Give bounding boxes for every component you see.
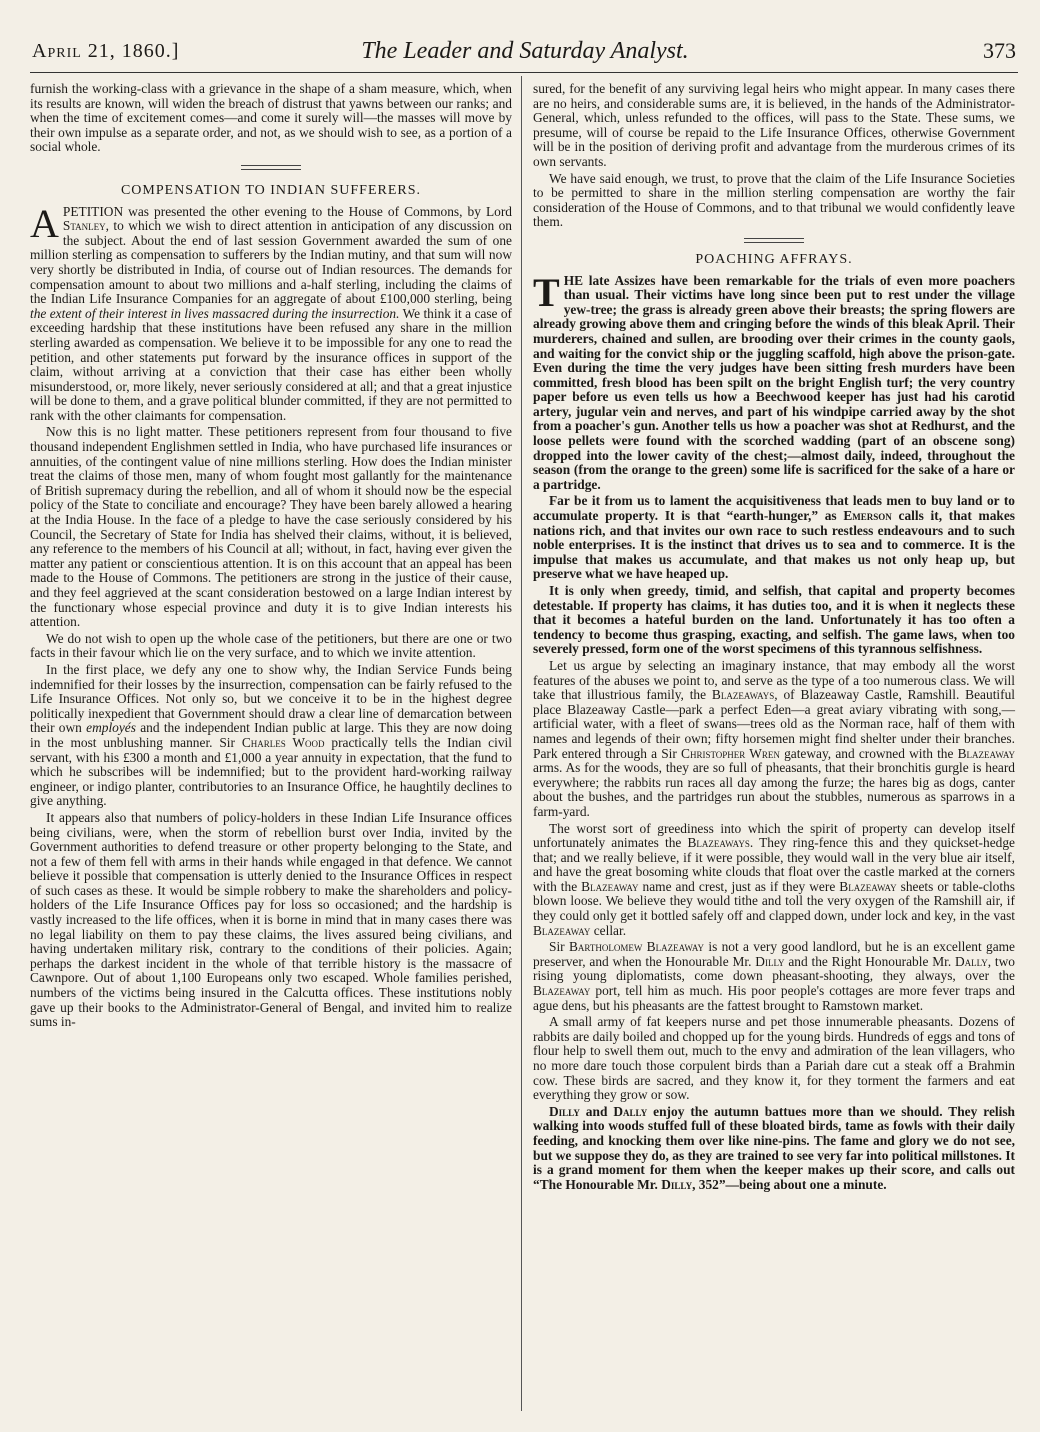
- poaching-paragraph-8: Dilly and Dally enjoy the autumn battues more than we should. They relish walking into woods stuffed full of these bloated birds, tame as fowls with their daily feeding, and knocking them over like nine-pins. The fame and glory we do not see, but we suppose they do, as they are trained to see very far into political millstones. It is a grand moment for them when the keeper makes up their score, and calls out “The Honourable Mr. Dilly, 352”—being about one a minute.: [533, 1103, 1016, 1192]
- right-column: [533, 82, 1015, 1194]
- poaching-paragraph-5: The worst sort of greediness into which the spirit of property can develop itself unfortunately animates the Blazeaways. They ring-fence this and they quickset-hedge that; and we really believe, if it were possible, they would wall in the very blue air itself, and have the great bosoming white clouds that float over the castle marked at the corners with the Blazeaway name and crest, just as if they were Blazeaway sheets or table-cloths blown loose. We believe they would tithe and toll the very oxygen of the Ramshill air, if they could only get it bottled safely off and clapped down, under lock and key, in the vast Blazeaway cellar.: [533, 820, 1015, 938]
- poaching-paragraph-2: Far be it from us to lament the acquisitiveness that leads men to buy land or to accumulate property. It is that “earth-hunger,” as Emerson calls it, that makes nations rich, and that invites our own race to such restless endeavours and to such noble enterprises. It is the instinct that drives us to sea and to commerce. It is the impulse that makes us accumulate, and that makes us not only heap up, but preserve what we have heaped up.: [533, 493, 1015, 582]
- italic-quote: the extent of their interest in lives massacred during the insurrection.: [30, 305, 400, 321]
- continued-paragraph: sured, for the benefit of any surviving legal heirs who might appear. In many cases there are no heirs, and considerable sums are, it is believed, in the hands of the Administrator-General, which, unless refunded to the offices, will pass to the State. These sums, we presume, will of course be repaid to the Life Insurance Offices, otherwise Government will be in the position of deriving profit and advantage from the murderous crimes of its own servants.: [533, 81, 1015, 169]
- poaching-paragraph-6: Sir Bartholomew Blazeaway is not a very good landlord, but he is an excellent game preserver, and when the Honourable Mr. Dilly and the Right Honourable Mr. Dally, two rising young diplomatists, come down pheasant-shooting, they always, over the Blazeaway port, tell him as much. His poor people's cottages are more fever traps and ague dens, but his pheasants are the fattest brought to Ramstown market.: [533, 939, 1015, 1013]
- closing-paragraph: We have said enough, we trust, to prove that the claim of the Life Insurance Societies to be permitted to share in the million sterling compensation are worthy the fair consideration of the House of Commons, and to that tribunal we would confidently leave them.: [533, 170, 1015, 230]
- page-number: 373: [983, 38, 1016, 63]
- poaching-paragraph-1: THE late Assizes have been remarkable for the trials of even more poachers than usual. Their victims have long since been put to rest under the village yew-tree; the grass is already green above their breasts; the spring flowers are already growing above them and cringing before the winds of this bleak April. Their murderers, chained and sullen, are brooding over their crimes in the county gaols, and waiting for the convict ship or the juggling scaffold, high above the prison-gate. Even during the time the very judges have been sitting fresh murders have been committed, fresh blood has been spilt on the bright English turf; the very country paper before us even tells us how a Beechwood keeper has just had his carotid artery, jugular vein and nerves, and part of his windpipe carried away by the shot from a poacher's gun. Another tells us how a poacher was shot at Redhurst, and the loose pellets were found with the scorched wadding (part of an obscene song) dropped into the lower cavity of the chest;—almost daily, indeed, throughout the season (from the orange to the green) some life is sacrificed for the sake of a hare or a partridge.: [533, 269, 1015, 492]
- drop-cap: A: [30, 200, 59, 246]
- compensation-paragraph-1: A PETITION was presented the other evening to the House of Commons, by Lord Stanley, to which we wish to direct attention in anticipation of any discussion on the subject. About the end of last session Government awarded the sum of one million sterling as compensation to sufferers by the Indian mutiny, and that sum will now very shortly be distributed in India, of course out of Indian resources. The demands for compensation amount to about two millions and a-half sterling, including the claims of the Indian Life Insurance Companies for an aggregate of about £100,000 sterling, being the extent of their interest in lives massacred during the insurrection. We think it a case of exceeding hardship that these institutions have been refused any share in the million sterling awarded as compensation. We believe it to be impossible for any one to read the petition, and other statements put forward by the insurance offices in support of the claim, without arriving at a conviction that their case has either been wholly misunderstood, or, more likely, never seriously considered at all; and that a great injustice will be done to them, and a grave political blunder committed, if they are not permitted to rank with the other claimants for compensation.: [30, 200, 513, 423]
- intro-paragraph: furnish the working-class with a grievance in the shape of a sham measure, which, when its results are known, will widen the breach of distrust that yawns between our ranks; and when the time of excitement comes—and come it surely will—the masses will move by their own impulse as a separate order, and not, as we should wish to see, as a portion of a social whole.: [30, 81, 512, 155]
- compensation-paragraph-4: In the first place, we defy any one to show why, the Indian Service Funds being indemnified for their losses by the insurrection, compensation can be fairly refused to the Life Insurance Offices. Not only so, but we conceive it to be in the highest degree politically inexpedient that Government should draw a clear line of demarcation between their own employés and the independent Indian public at large. This they are now doing in the most unblushing manner. Sir Charles Wood practically tells the Indian civil servant, with his £300 a month and £1,000 a year annuity in expectation, that the fund to which he subscribes will be indemnified; but to the provident hard-working railway engineer, or indigo planter, contributories to an Insurance Office, he haughtily declines to give anything.: [30, 661, 513, 809]
- article-heading-compensation: COMPENSATION TO INDIAN SUFFERERS.: [120, 182, 422, 198]
- left-column: [30, 82, 512, 1032]
- poaching-paragraph-3: It is only when greedy, timid, and selfish, that capital and property becomes detestable. If property has claims, it has duties too, and it is when it neglects these that it becomes a hateful burden on the land. Unfortunately it has too often a tendency to become thus grasping, exacting, and selfish. The game laws, when too severely pressed, form one of the worst specimens of this tyrannous selfishness.: [533, 583, 1015, 657]
- poaching-paragraph-4: Let us argue by selecting an imaginary instance, that may embody all the worst features of the abuses we point to, and serve as the type of a too numerous class. We will take that illustrious family, the Blazeaways, of Blazeaway Castle, Ramshill. Beautiful place Blazeaway Castle—park a perfect Eden—a great aviary vibrating with song,—artificial water, with a fleet of swans—trees old as the Norman race, half of them with names and legends of their own; fifty horsemen might find shelter under their branches. Park entered through a Sir Christopher Wren gateway, and crowned with the Blazeaway arms. As for the woods, they are so full of pheasants, that their bronchitis gurgle is heard everywhere; the rabbits run races all day among the furze; the hares big as dogs, canter about the bushes, and the partridges run about the stubbles, numerous as sparrows in a farm-yard.: [533, 657, 1016, 819]
- article-heading-poaching: POACHING AFFRAYS.: [695, 251, 853, 267]
- compensation-paragraph-3: We do not wish to open up the whole case of the petitioners, but there are one or two facts in their favour which lie on the very surface, and to which we invite attention.: [30, 630, 512, 661]
- publication-title: The Leader and Saturday Analyst.: [361, 38, 689, 64]
- issue-date: April 21, 1860.]: [32, 40, 180, 62]
- person-name: Charles Wood: [241, 734, 325, 750]
- person-name: Stanley: [62, 218, 106, 234]
- column-divider: [521, 76, 522, 1411]
- section-separator: [744, 238, 804, 243]
- compensation-paragraph-2: Now this is no light matter. These petitioners represent from four thousand to five thousand independent Englishmen settled in India, who have purchased life insurances or annuities, of the contingent value of nine millions sterling. How does the Indian minister treat the claims of those men, many of whom fought most gallantly for the maintenance of British supremacy during the rebellion, and all of whom it should now be the especial policy of the State to conciliate and encourage? They have been barely allowed a hearing at the India House. In the face of a pledge to have the case seriously considered by his Council, the Secretary of State for India has shelved their claims, without, it is believed, any reference to the members of his Council at all; without, in fact, having ever given the matter any patient or conscientious attention. It is on this account that an appeal has been made to the House of Commons. The petitioners are strong in the justice of their cause, and they feel aggrieved at the scant consideration bestowed on a large Indian interest by the functionary whose especial province and duty it is to give Indian interests his attention.: [30, 424, 512, 630]
- compensation-paragraph-5: It appears also that numbers of policy-holders in these Indian Life Insurance offices being civilians, were, when the storm of rebellion burst over India, invited by the Government authorities to defend treasure or other property belonging to the State, and not a few of them fell with arms in their hands while engaged in that defence. We cannot believe it possible that compensation is utterly denied to the Insurance Offices in respect of such cases as these. It would be simple robbery to make the shareholders and policy-holders of the Life Insurance Offices pay for loss so occasioned; and the hardship is vastly increased to the life offices, when it is borne in mind that in many cases there was no legal liability on them to pay these claims, the lives assured being civilians, and having undertaken military risk, contrary to the conditions of their policies. Again; perhaps the darkest incident in the whole of that terrible history is the massacre of Cawnpore. Out of about 1,100 Europeans only two escaped. Whole families perished, numbers of the victims being insured in the Calcutta offices. These institutions nobly gave up their books to the Administrator-General of Bengal, and invited him to realize sums in-: [30, 809, 512, 1030]
- header-rule: [30, 72, 1018, 73]
- section-separator: [241, 165, 301, 170]
- drop-cap: T: [533, 269, 560, 315]
- poaching-paragraph-7: A small army of fat keepers nurse and pet those innumerable pheasants. Dozens of rabbits are daily boiled and chopped up for the young birds. Hundreds of eggs and tons of flour help to swell them out, much to the envy and admiration of the lean villagers, who no more dare touch those corpulent birds than a Pariah dare cut a steak off a Brahmin cow. These birds are sacred, and they know it, for they torment the farmers and eat everything they grow or sow.: [533, 1014, 1015, 1103]
- page-header: [30, 36, 1020, 66]
